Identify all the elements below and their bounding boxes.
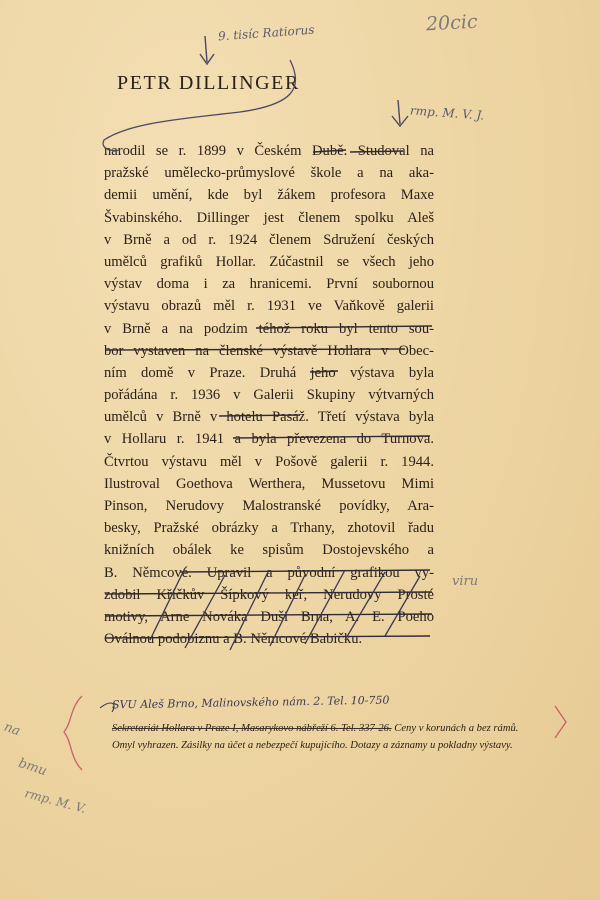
text-line: bor vystaven na členské výstavě Hollara v Obec- xyxy=(104,342,434,359)
text-line: Pinson, Nerudovy Malostranské povídky, Ara- xyxy=(104,498,434,514)
text-line: v Hollaru r. 1941 a byla převezena do Turnova. xyxy=(104,431,434,448)
biography-paragraph xyxy=(104,140,434,650)
handwritten-margin-note: viru xyxy=(452,574,479,589)
struck-address: Sekretariát Hollara v Praze I, Masarykovo nábřeží 6. Tel. 337-26. xyxy=(112,723,392,734)
text-line: besky, Pražské obrázky a Trhany, zhotovil řadu xyxy=(104,520,434,537)
text-line: narodil se r. 1899 v Českém Dubě. Studoval na xyxy=(104,143,434,159)
arrow-down-icon xyxy=(392,100,408,126)
document-title: PETR DILLINGER xyxy=(117,72,300,94)
text-line: pořádána r. 1936 v Galerii Skupiny výtvarných xyxy=(104,387,434,404)
text-line: zdobil Kříčkův Šípkový keř, Nerudovy Prosté xyxy=(104,586,434,603)
handwritten-corner-number: 20cic xyxy=(425,10,479,36)
handwritten-left-note-2: bmu xyxy=(16,755,49,780)
text-line: knižních obálek ke spisům Dostojevského a xyxy=(104,542,434,559)
red-bracket-right xyxy=(555,706,566,738)
handwritten-right-note: rmp. M. V. J. xyxy=(409,103,485,123)
footer-line-1 xyxy=(112,720,542,737)
footer-notice xyxy=(112,720,542,754)
text-line: výstavu obrazů měl r. 1931 ve Vaňkově galerii xyxy=(104,298,434,315)
text-line: výstav doma i za hranicemi. První soubornou xyxy=(104,276,434,293)
text-line: Ilustroval Goethova Werthera, Mussetovu Mimi xyxy=(104,475,434,492)
text-line: Čtvrtou výstavu měl v Pošově galerii r. 1944. xyxy=(104,453,434,470)
handwritten-left-note-3: rmp. M. V. xyxy=(23,786,88,816)
footer-line-2: Omyl vyhrazen. Zásilky na účet a nebezpečí kupujícího. Dotazy a záznamy u pokladny výstavy. xyxy=(112,740,513,751)
text-line: B. Němcové. Upravil a původní grafikou vy- xyxy=(104,564,434,581)
handwritten-left-note-1: na xyxy=(1,719,23,740)
text-line: Oválnou podobiznu a B. Němcové Babičku. xyxy=(104,631,363,648)
text-line: motivy, Arne Nováka Duši Brna, A. E. Poeho xyxy=(104,608,434,625)
text-line: v Brně a od r. 1924 členem Sdružení českých xyxy=(104,231,434,248)
text-line: demii umění, kde byl žákem profesora Maxe xyxy=(104,187,434,204)
red-bracket-left xyxy=(64,696,82,770)
footer-prices: Ceny v korunách a bez rámů. xyxy=(391,723,519,734)
text-line: ním domě v Praze. Druhá jeho výstava byla xyxy=(104,364,434,381)
arrow-down-icon xyxy=(200,36,214,64)
text-line: umělců grafiků Hollar. Zúčastnil se všech jeho xyxy=(104,253,434,270)
text-line: v Brně a na podzim téhož roku byl tento sou- xyxy=(104,320,434,337)
text-line: pražské umělecko-průmyslové škole a na aka- xyxy=(104,165,434,182)
handwritten-top-note: 9. tisíc Ratiorus xyxy=(217,22,315,44)
text-line: Švabinského. Dillinger jest členem spolku Aleš xyxy=(104,209,434,226)
handwritten-footer-address: SVU Aleš Brno, Malinovského nám. 2. Tel. 10-750 xyxy=(111,693,390,712)
text-line: umělců v Brně v hotelu Pasáž. Třetí výstava byla xyxy=(104,409,434,426)
